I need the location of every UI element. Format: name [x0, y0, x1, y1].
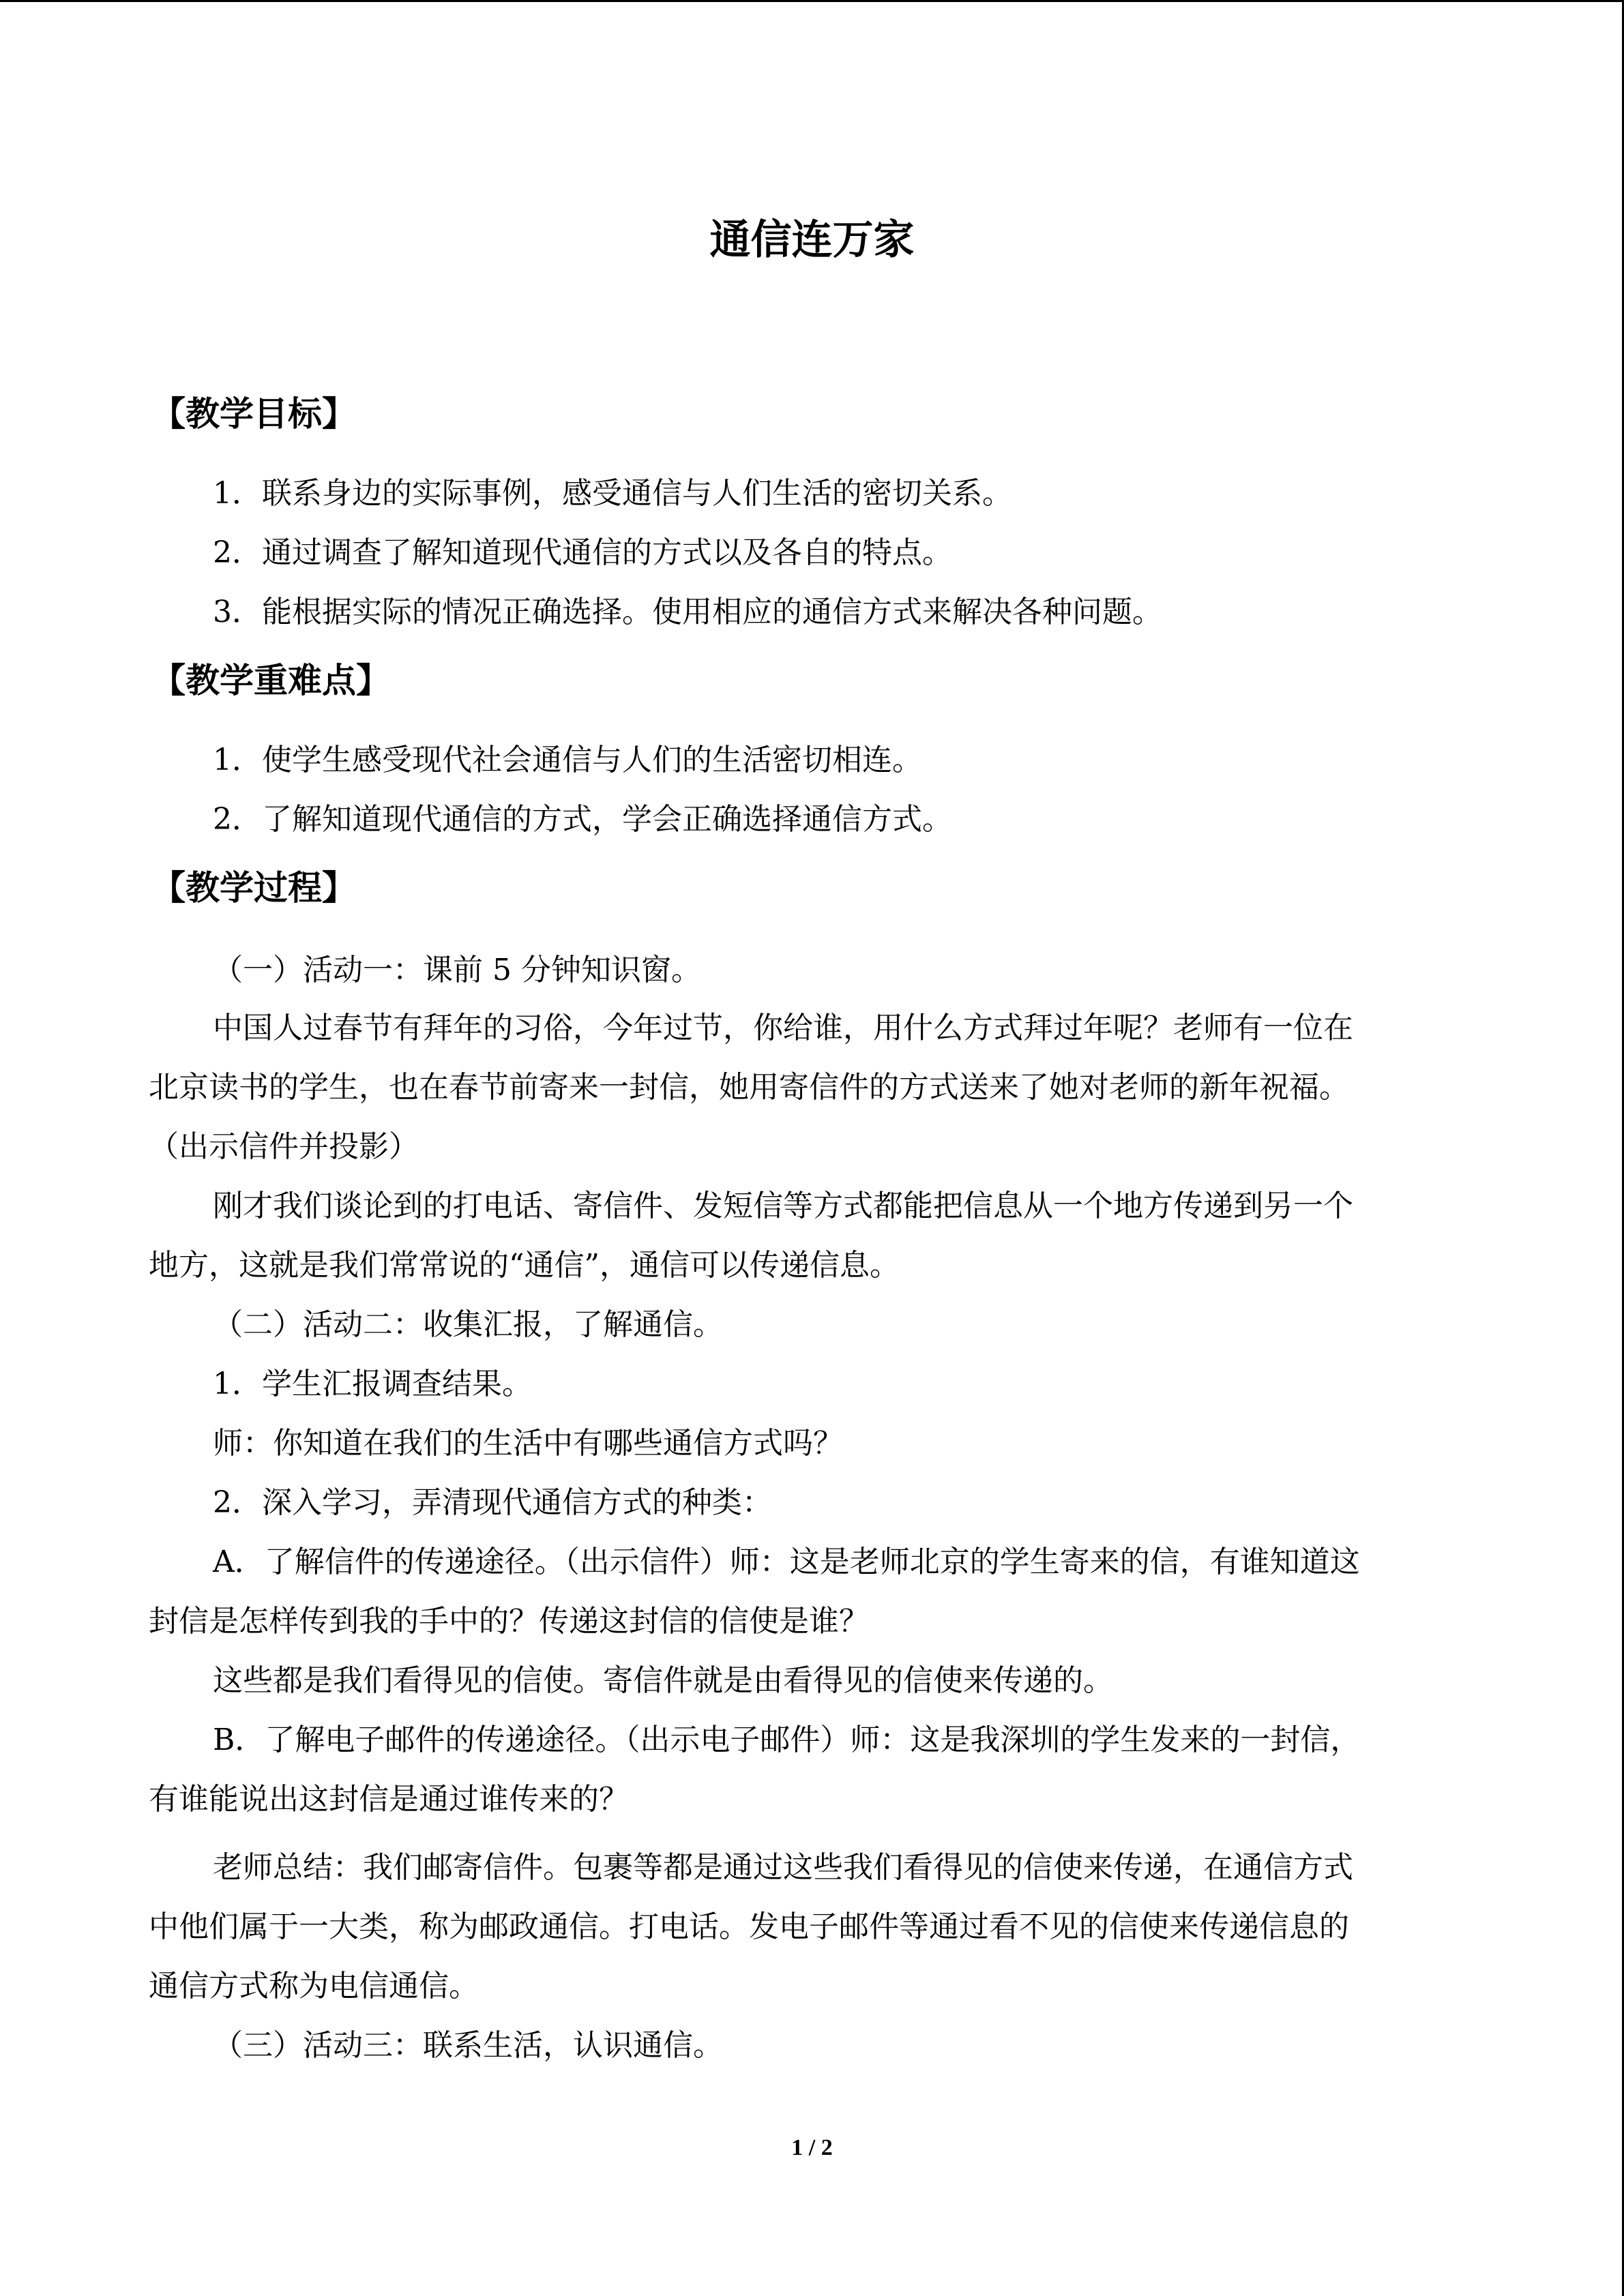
process-line: 师：你知道在我们的生活中有哪些通信方式吗？: [213, 1426, 843, 1461]
process-line: 1．学生汇报调查结果。: [213, 1367, 532, 1401]
page-number: 1 / 2: [791, 2135, 833, 2160]
process-line: （出示信件并投影）: [149, 1129, 419, 1164]
process-line: 北京读书的学生，也在春节前寄来一封信，她用寄信件的方式送来了她对老师的新年祝福。: [149, 1070, 1349, 1105]
key-point-item: 2．了解知道现代通信的方式，学会正确选择通信方式。: [213, 802, 952, 837]
objective-item: 2．通过调查了解知道现代通信的方式以及各自的特点。: [213, 535, 952, 570]
process-line: （一）活动一：课前 5 分钟知识窗。: [213, 953, 701, 987]
document-title: 通信连万家: [709, 216, 915, 264]
process-line: 这些都是我们看得见的信使。寄信件就是由看得见的信使来传递的。: [213, 1663, 1113, 1698]
process-line: 老师总结：我们邮寄信件。包裹等都是通过这些我们看得见的信使来传递，在通信方式: [213, 1850, 1353, 1885]
section-heading-key-points: 【教学重难点】: [151, 661, 390, 700]
process-line: 通信方式称为电信通信。: [149, 1969, 479, 2003]
objective-item: 3．能根据实际的情况正确选择。使用相应的通信方式来解决各种问题。: [213, 595, 1162, 629]
process-line: （二）活动二：收集汇报，了解通信。: [213, 1307, 723, 1342]
process-line: 中国人过春节有拜年的习俗，今年过节，你给谁，用什么方式拜过年呢？老师有一位在: [213, 1011, 1353, 1045]
section-heading-objectives: 【教学目标】: [151, 394, 356, 434]
process-line: 中他们属于一大类，称为邮政通信。打电话。发电子邮件等通过看不见的信使来传递信息的: [149, 1909, 1349, 1944]
process-line: 刚才我们谈论到的打电话、寄信件、发短信等方式都能把信息从一个地方传递到另一个: [213, 1189, 1353, 1223]
process-line: B．了解电子邮件的传递途径。（出示电子邮件）师：这是我深圳的学生发来的一封信，: [213, 1723, 1361, 1757]
process-line: 封信是怎样传到我的手中的？传递这封信的信使是谁？: [149, 1604, 869, 1639]
section-heading-process: 【教学过程】: [151, 868, 356, 908]
process-line: A．了解信件的传递途径。（出示信件）师：这是老师北京的学生寄来的信，有谁知道这: [213, 1545, 1360, 1579]
objective-item: 1．联系身边的实际事例，感受通信与人们生活的密切关系。: [213, 476, 1012, 511]
key-point-item: 1．使学生感受现代社会通信与人们的生活密切相连。: [213, 743, 922, 777]
process-line: 地方，这就是我们常常说的“通信”，通信可以传递信息。: [149, 1248, 900, 1283]
process-line: 2．深入学习，弄清现代通信方式的种类：: [213, 1485, 772, 1520]
process-line: 有谁能说出这封信是通过谁传来的？: [149, 1782, 629, 1817]
process-line: （三）活动三：联系生活，认识通信。: [213, 2028, 723, 2063]
